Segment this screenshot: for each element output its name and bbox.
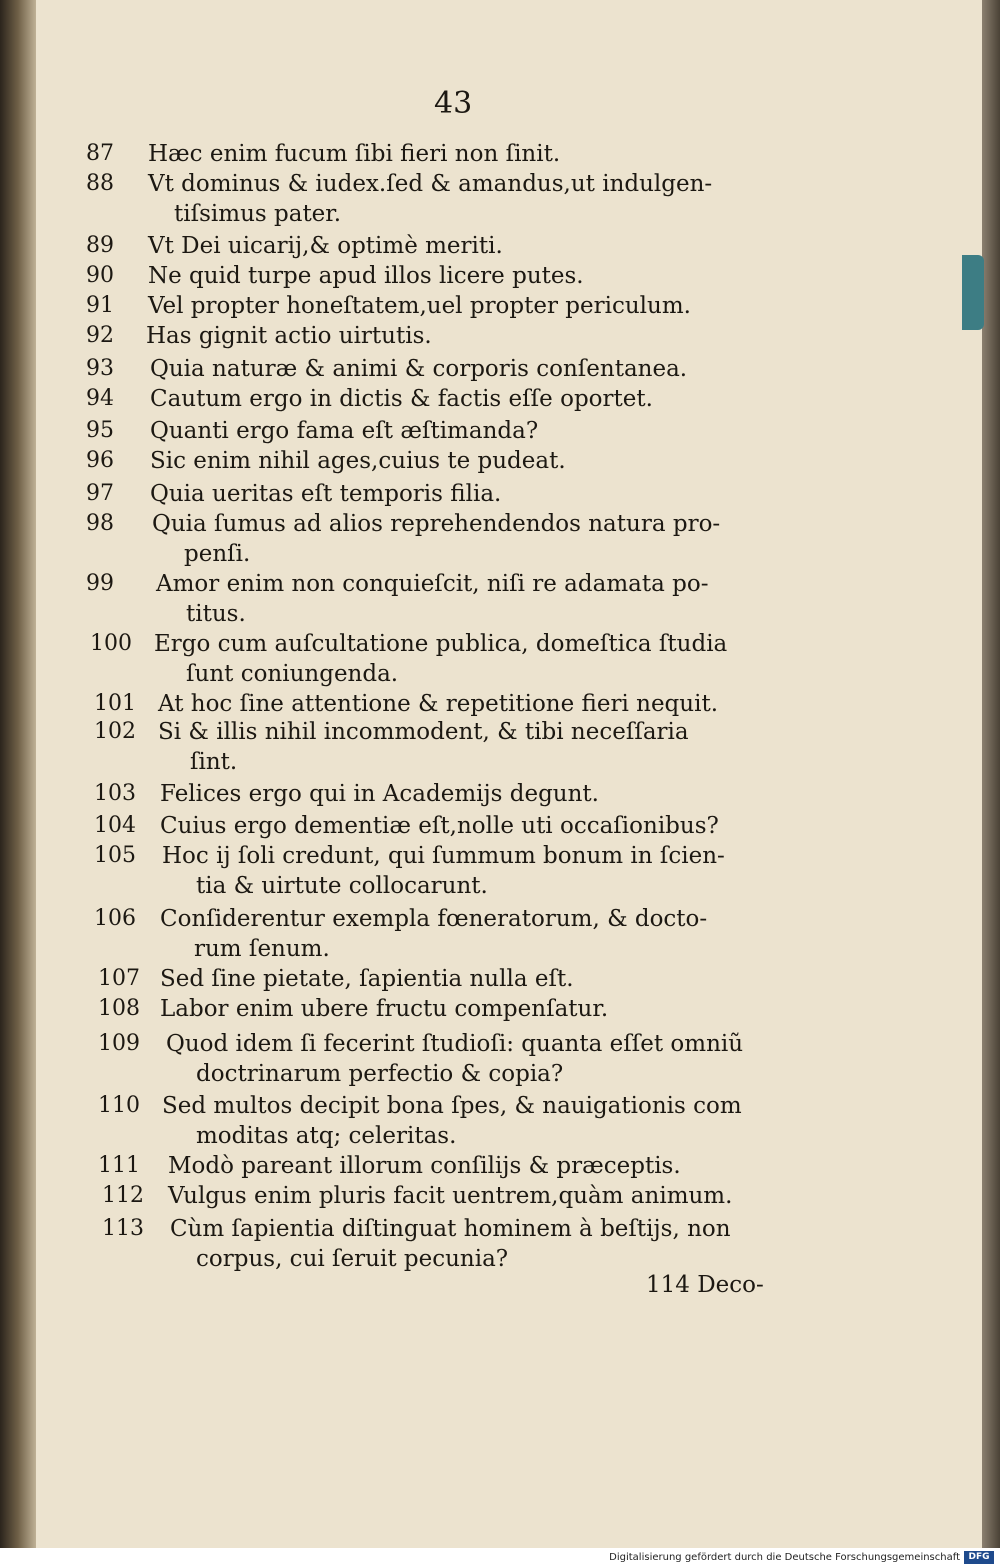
line-number: 110: [98, 1093, 140, 1118]
line-text: Hoc ij ſoli credunt, qui ſummum bonum in ſcien-: [162, 843, 725, 869]
line-number: 109: [98, 1031, 140, 1056]
line-text: Hæc enim fucum ſibi fieri non ſinit.: [148, 141, 561, 167]
catchword: 114 Deco-: [646, 1272, 764, 1298]
line-text: Sed ſine pietate, ſapientia nulla eſt.: [160, 966, 574, 992]
page-number: 43: [434, 86, 473, 121]
line-number: 94: [86, 386, 114, 411]
line-number: 99: [86, 571, 114, 596]
line-number: 88: [86, 171, 114, 196]
line-text: Quia ueritas eſt temporis filia.: [150, 481, 502, 507]
line-number: 104: [94, 813, 136, 838]
line-text: Amor enim non conquieſcit, niſi re adamata po-: [156, 571, 709, 597]
line-number: 100: [90, 631, 132, 656]
page-tab-marker: [962, 255, 984, 330]
line-text: Si & illis nihil incommodent, & tibi neceſſaria: [158, 719, 689, 745]
line-number: 107: [98, 966, 140, 991]
line-text: tiſsimus pater.: [174, 201, 342, 227]
line-number: 89: [86, 233, 114, 258]
line-text: Sic enim nihil ages,cuius te pudeat.: [150, 448, 566, 474]
line-text: penſi.: [184, 541, 251, 567]
line-text: Quia ſumus ad alios reprehendendos natura pro-: [152, 511, 721, 537]
line-text: Quanti ergo fama eſt æſtimanda?: [150, 418, 539, 444]
line-text: rum ſenum.: [194, 936, 330, 962]
line-text: Cautum ergo in dictis & factis eſſe oportet.: [150, 386, 653, 412]
line-number: 112: [102, 1183, 144, 1208]
line-number: 90: [86, 263, 114, 288]
line-text: Felices ergo qui in Academijs degunt.: [160, 781, 599, 807]
line-number: 96: [86, 448, 114, 473]
line-text: Ergo cum auſcultatione publica, domeſtica ſtudia: [154, 631, 728, 657]
line-text: Quia naturæ & animi & corporis conſentanea.: [150, 356, 688, 382]
line-text: Has gignit actio uirtutis.: [146, 323, 432, 349]
line-text: Quod idem ſi fecerint ſtudioſi: quanta eſſet omniũ: [166, 1031, 744, 1057]
line-text: Labor enim ubere fructu compenſatur.: [160, 996, 609, 1022]
line-text: Modò pareant illorum conſilijs & præceptis.: [168, 1153, 681, 1179]
line-number: 105: [94, 843, 136, 868]
line-text: Cuius ergo dementiæ eſt,nolle uti occaſionibus?: [160, 813, 719, 839]
line-text: ſunt coniungenda.: [186, 661, 399, 687]
dfg-logo: DFG: [964, 1551, 994, 1564]
footer-bar: [0, 1548, 1000, 1568]
line-number: 87: [86, 141, 114, 166]
line-text: Conſiderentur exempla fœneratorum, & docto-: [160, 906, 708, 932]
line-number: 97: [86, 481, 114, 506]
line-number: 101: [94, 691, 136, 716]
line-number: 111: [98, 1153, 140, 1178]
line-number: 91: [86, 293, 114, 318]
line-number: 98: [86, 511, 114, 536]
line-text: At hoc ſine attentione & repetitione fieri nequit.: [158, 691, 719, 717]
line-number: 113: [102, 1216, 144, 1241]
line-text: tia & uirtute collocarunt.: [196, 873, 488, 899]
line-text: Vel propter honeſtatem,uel propter periculum.: [148, 293, 691, 319]
line-number: 92: [86, 323, 114, 348]
line-text: ſint.: [190, 749, 238, 775]
line-number: 103: [94, 781, 136, 806]
line-text: Cùm ſapientia diſtinguat hominem à beſtijs, non: [170, 1216, 731, 1242]
line-text: Sed multos decipit bona ſpes, & nauigationis com: [162, 1093, 742, 1119]
footer-credit: Digitalisierung gefördert durch die Deutsche Forschungsgemeinschaft: [609, 1552, 960, 1563]
line-number: 102: [94, 719, 136, 744]
line-text: Ne quid turpe apud illos licere putes.: [148, 263, 584, 289]
book-page: [36, 0, 983, 1548]
line-text: corpus, cui ſeruit pecunia?: [196, 1246, 509, 1272]
line-text: Vt dominus & iudex.ſed & amandus,ut indulgen-: [148, 171, 713, 197]
line-text: Vt Dei uicarij,& optimè meriti.: [148, 233, 503, 259]
line-number: 106: [94, 906, 136, 931]
line-number: 95: [86, 418, 114, 443]
line-text: titus.: [186, 601, 246, 627]
line-text: moditas atq; celeritas.: [196, 1123, 457, 1149]
line-number: 108: [98, 996, 140, 1021]
line-number: 93: [86, 356, 114, 381]
line-text: doctrinarum perfectio & copia?: [196, 1061, 564, 1087]
book-spine-edge: [0, 0, 36, 1548]
page-edge: [982, 0, 1000, 1548]
line-text: Vulgus enim pluris facit uentrem,quàm animum.: [168, 1183, 733, 1209]
